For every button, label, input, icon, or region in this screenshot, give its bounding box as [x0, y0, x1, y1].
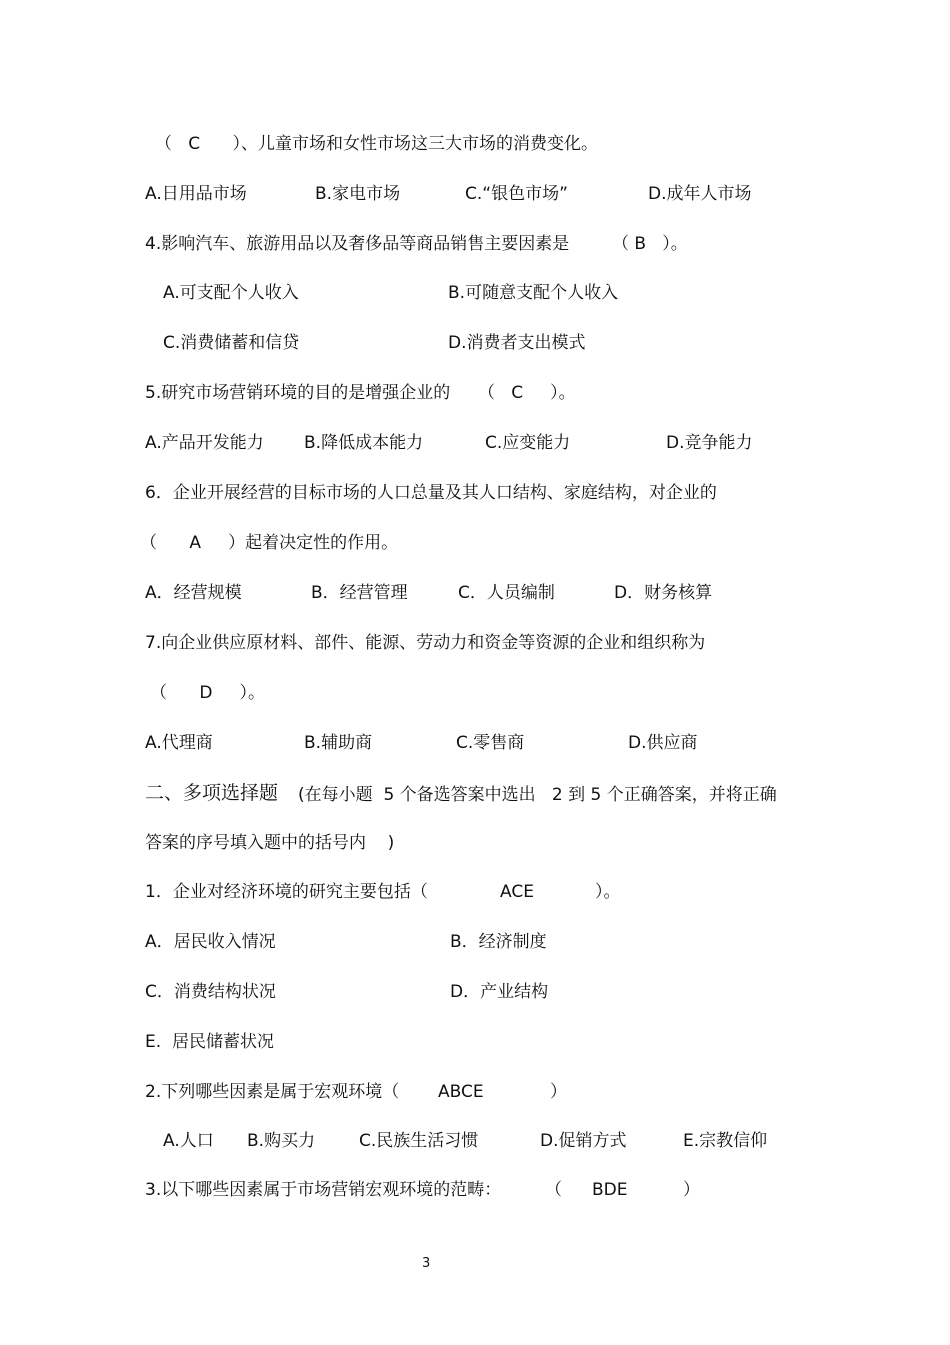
q7-option-b: B.辅助商: [304, 733, 373, 753]
q7-answer: （ D ）。: [150, 683, 266, 703]
m1-option-d: D．产业结构: [450, 982, 549, 1002]
m2-option-d: D.促销方式: [540, 1131, 627, 1151]
q5-option-a: A.产品开发能力: [145, 433, 264, 453]
m2-stem: 2.下列哪些因素是属于宏观环境（: [145, 1082, 400, 1102]
m2-option-b: B.购买力: [247, 1131, 316, 1151]
q5-answer: （ C ）。: [478, 383, 576, 403]
q4-option-d: D.消费者支出模式: [448, 333, 586, 353]
m2-option-e: E.宗教信仰: [683, 1131, 768, 1151]
q7-option-d: D.供应商: [628, 733, 698, 753]
section-2-instructions-cont: 答案的序号填入题中的括号内 ): [145, 833, 395, 853]
m1-option-c: C．消费结构状况: [145, 982, 276, 1002]
q3-option-b: B.家电市场: [315, 184, 401, 204]
m3-answer: BDE: [592, 1180, 628, 1200]
q3-option-a: A.日用品市场: [145, 184, 247, 204]
m2-option-a: A.人口: [163, 1131, 214, 1151]
section-2-instructions: (在每小题 5 个备选答案中选出 2 到 5 个正确答案，并将正确: [298, 785, 777, 805]
m3-answer-open: （: [545, 1180, 562, 1200]
q7-stem: 7.向企业供应原材料、部件、能源、劳动力和资金等资源的企业和组织称为: [145, 633, 706, 653]
q5-option-c: C.应变能力: [485, 433, 571, 453]
q3-option-d: D.成年人市场: [648, 184, 752, 204]
q5-option-b: B.降低成本能力: [304, 433, 424, 453]
q6-stem-cont: （ A ）起着决定性的作用。: [140, 533, 399, 553]
q6-option-d: D．财务核算: [614, 583, 713, 603]
m1-option-b: B．经济制度: [450, 932, 547, 952]
m1-stem: 1．企业对经济环境的研究主要包括（: [145, 882, 428, 902]
q6-option-c: C．人员编制: [458, 583, 555, 603]
m1-option-a: A．居民收入情况: [145, 932, 276, 952]
m3-stem: 3.以下哪些因素属于市场营销宏观环境的范畴：: [145, 1180, 502, 1200]
q6-stem: 6．企业开展经营的目标市场的人口总量及其人口结构、家庭结构，对企业的: [145, 483, 717, 503]
q7-option-c: C.零售商: [456, 733, 525, 753]
m3-answer-close: ）: [683, 1180, 700, 1200]
m2-option-c: C.民族生活习惯: [359, 1131, 479, 1151]
q4-option-b: B.可随意支配个人收入: [448, 283, 619, 303]
q5-stem: 5.研究市场营销环境的目的是增强企业的: [145, 383, 451, 403]
q4-stem: 4.影响汽车、旅游用品以及奢侈品等商品销售主要因素是: [145, 234, 570, 254]
q3-option-c: C.“银色市场”: [465, 184, 568, 204]
q6-option-a: A．经营规模: [145, 583, 242, 603]
q5-option-d: D.竞争能力: [666, 433, 753, 453]
section-2-title: 二、多项选择题: [145, 782, 279, 804]
m1-answer: ACE: [500, 882, 534, 902]
q4-option-c: C.消费储蓄和信贷: [163, 333, 300, 353]
q4-answer: （ B ）。: [612, 234, 688, 254]
m2-answer: ABCE: [438, 1082, 484, 1102]
page-number: 3: [422, 1256, 431, 1271]
line-q3-stem-cont: （ C ）、儿童市场和女性市场这三大市场的消费变化。: [155, 134, 599, 154]
q6-option-b: B．经营管理: [311, 583, 408, 603]
q7-option-a: A.代理商: [145, 733, 213, 753]
m1-answer-close: ）。: [595, 882, 621, 902]
q4-option-a: A.可支配个人收入: [163, 283, 299, 303]
m1-option-e: E. 居民储蓄状况: [145, 1032, 274, 1052]
m2-answer-close: ）: [550, 1082, 567, 1102]
